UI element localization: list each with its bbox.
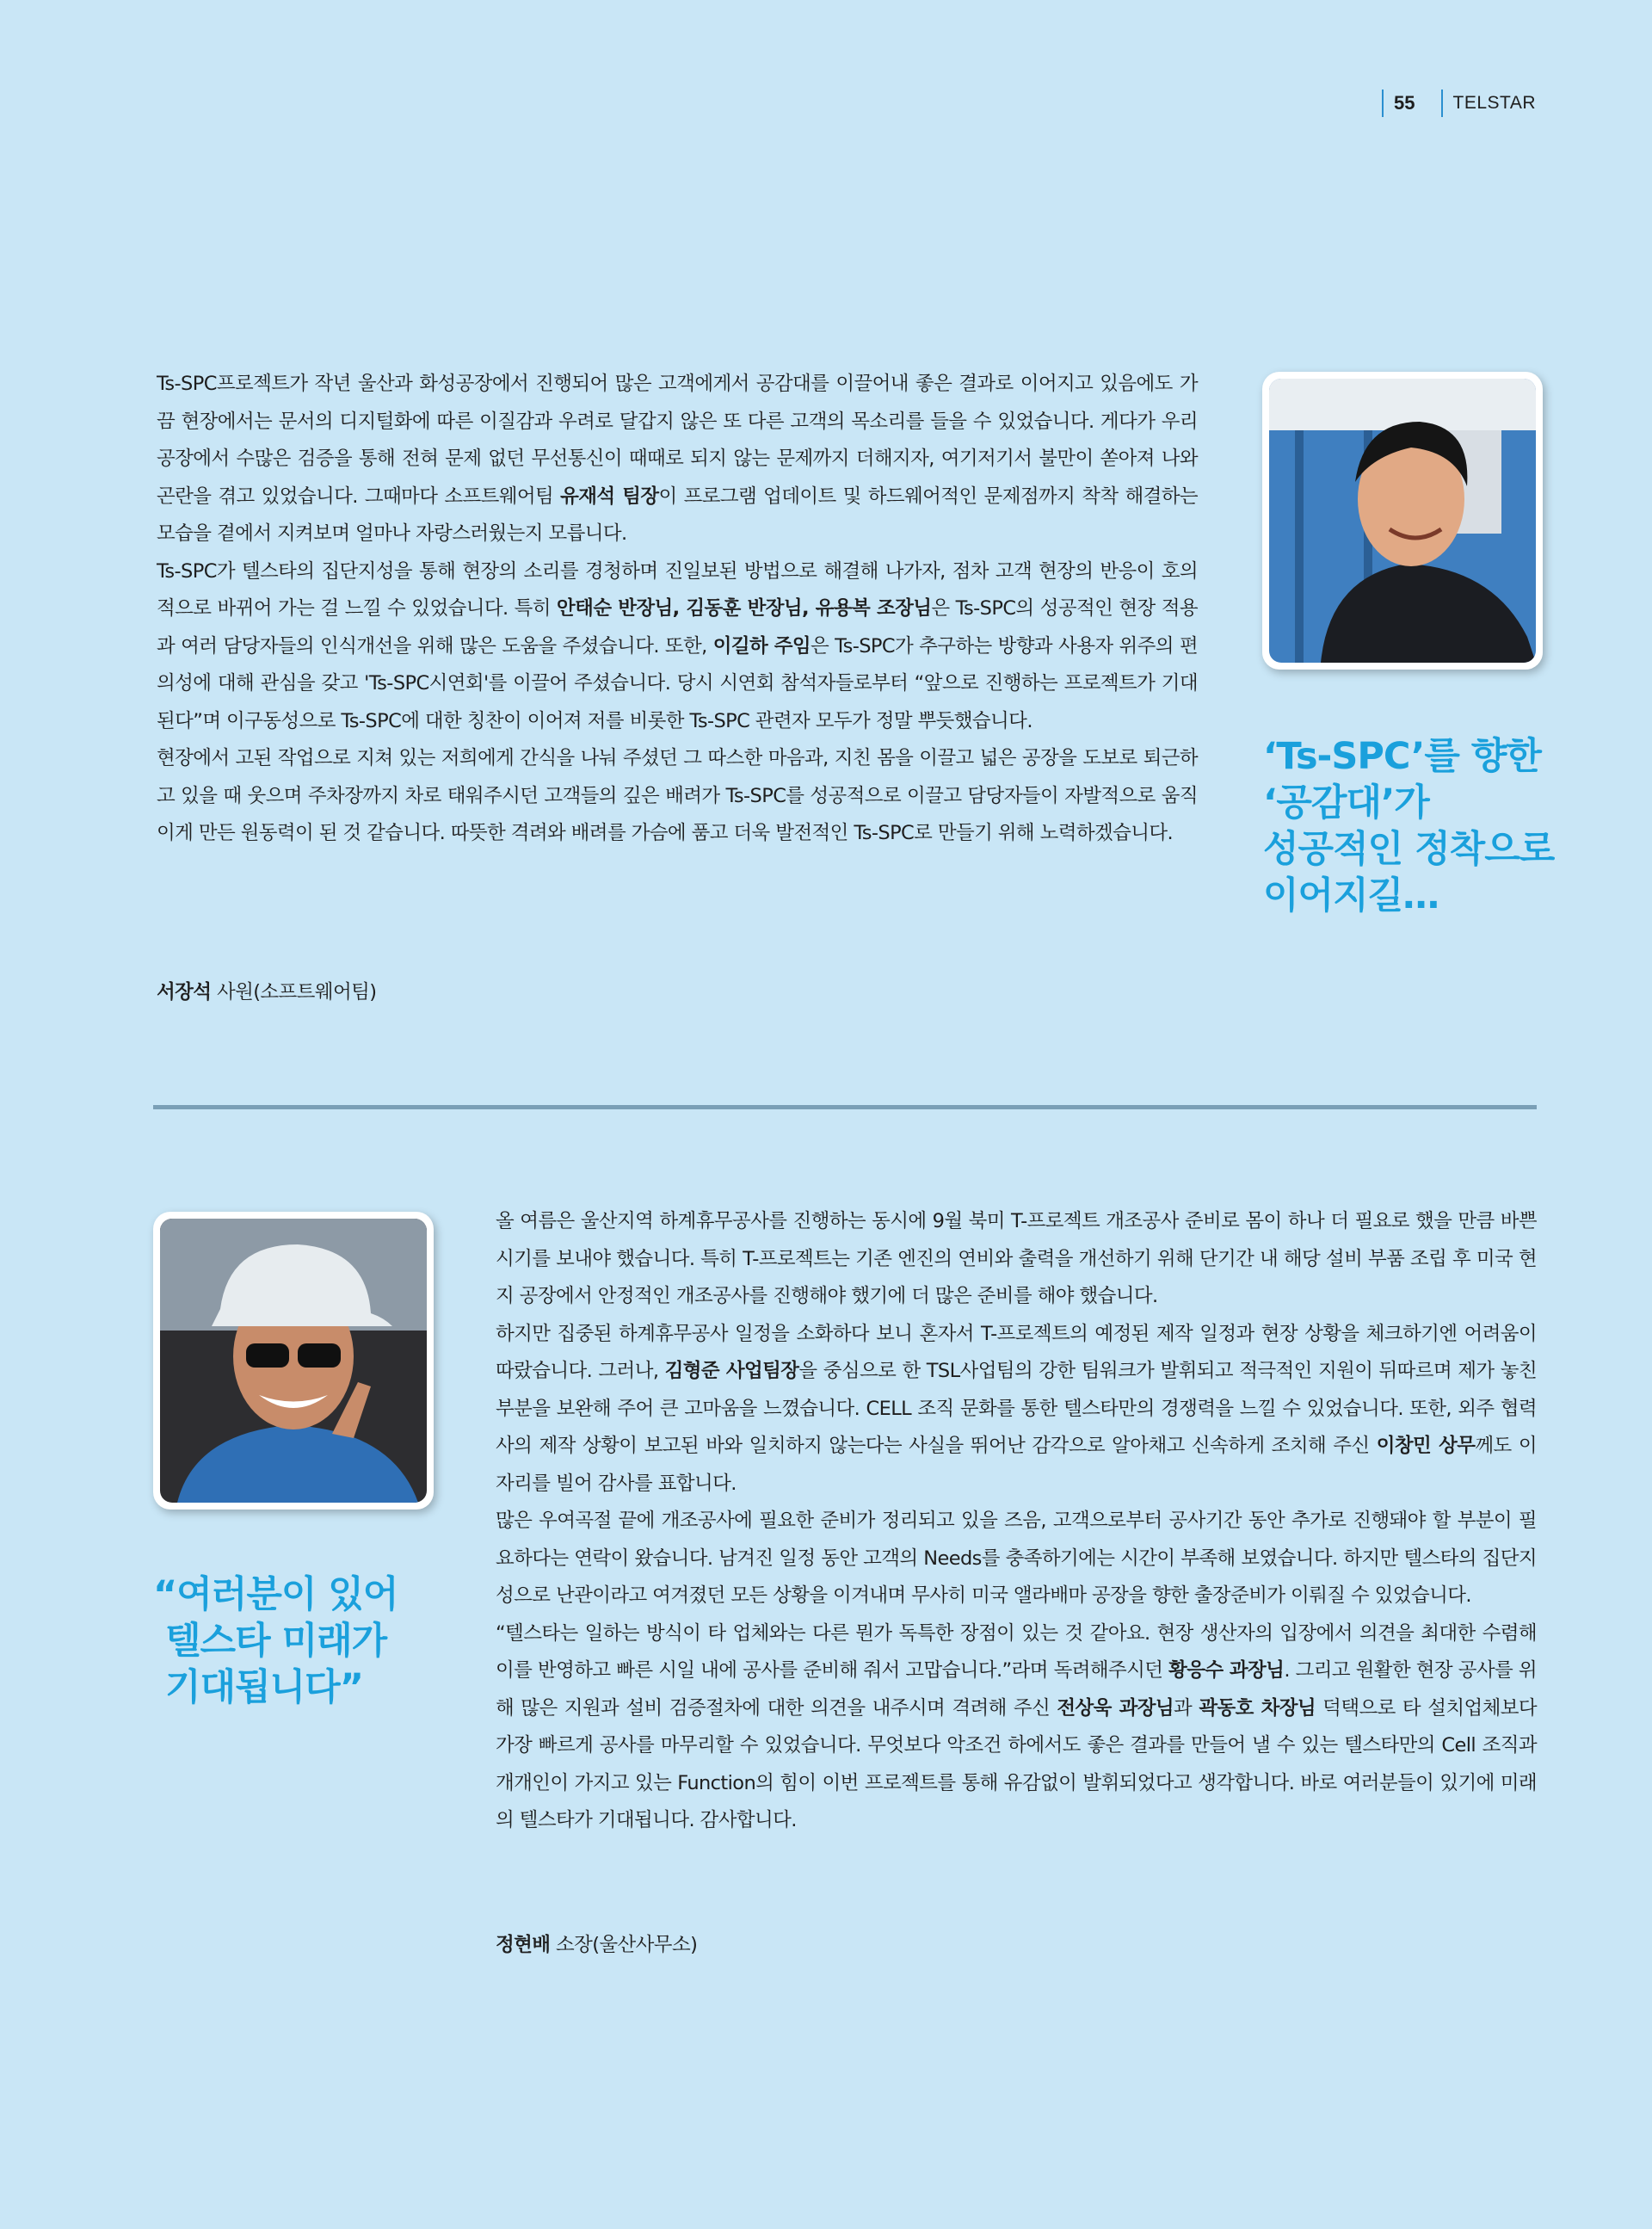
- header-divider: [1441, 90, 1443, 117]
- quote-line: 이어지길…: [1263, 874, 1439, 917]
- text-run: 하지만 집중된 하계휴무공사 일정을 소화하다 보니 혼자서 T-프로젝트의 예정된 제작 일정과 현장 상황을 체크하기엔 어려움이 따랐습니다. 그러나,: [496, 1322, 1537, 1382]
- author-name: 서장석: [157, 981, 212, 1003]
- article2-author: [496, 1930, 697, 1957]
- quote-line: 성공적인 정착으로: [1263, 828, 1555, 871]
- text-run: 이 프로그램 업데이트 및 하드웨어적인 문제점까지 착착 해결하는 모습을 곁에서 지켜보며 얼마나 자랑스러웠는지 모릅니다.: [157, 485, 1198, 545]
- article2-paragraph: [496, 1615, 1537, 1840]
- quote-line: 기대됩니다”: [165, 1666, 363, 1709]
- article1-paragraph: [157, 553, 1198, 741]
- quote-line: ‘공감대’가: [1263, 781, 1429, 824]
- text-run: “텔스타는 일하는 방식이 타 업체와는 다른 뭔가 독특한 장점이 있는 것 같아요. 현장 생산자의 입장에서 의견을 최대한 수렴해 이를 반영하고 빠른 시일 내에 공사를 준비해 줘서 고맙습니다.”라며 독려해주시던: [496, 1621, 1537, 1682]
- article2-body: [496, 1203, 1537, 1840]
- author-photo-2: [153, 1212, 434, 1510]
- pull-quote-1: [1263, 733, 1554, 919]
- text-run: 은 Ts-SPC가 추구하는 방향과 사용자 위주의 편의성에 대해 관심을 갖고 'Ts-SPC시연회'를 이끌어 주셨습니다. 당시 시연회 참석자들로부터 “앞으로 진행하는 프로젝트가 기대된다”며 이구동성으로 Ts-SPC에 대한 칭찬이 이어져 저를 비롯한 Ts-SPC 관련자 모두가 정말 뿌듯했습니다.: [157, 634, 1198, 732]
- text-run: 덕택으로 타 설치업체보다 가장 빠르게 공사를 마무리할 수 있었습니다. 무엇보다 악조건 하에서도 좋은 결과를 만들어 낼 수 있는 텔스타만의 Cell 조직과 개개인이 가지고 있는 Function의 힘이 이번 프로젝트를 통해 유감없이 발휘되었다고 생각합니다. 바로 여러분들이 있기에 미래의 텔스타가 기대됩니다. 감사합니다.: [496, 1696, 1538, 1831]
- text-run: Ts-SPC가 텔스타의 집단지성을 통해 현장의 소리를 경청하며 진일보된 방법으로 해결해 나가자, 점차 고객 현장의 반응이 호의적으로 바뀌어 가는 걸 느낄 수 있었습니다. 특히: [157, 559, 1198, 620]
- text-run: 께도 이 자리를 빌어 감사를 표합니다.: [496, 1435, 1537, 1495]
- article1-paragraph: [157, 740, 1198, 853]
- text-run: 많은 우여곡절 끝에 개조공사에 필요한 준비가 정리되고 있을 즈음, 고객으로부터 공사기간 동안 추가로 진행돼야 할 부분이 필요하다는 연락이 왔습니다. 남겨진 일정 동안 고객의 Needs를 충족하기에는 시간이 부족해 보였습니다. 하지만 텔스타의 집단지성으로 난관이라고 여겨졌던 모든 상황을 이겨내며 무사히 미국 앨라배마 공장을 향한 출장준비가 이뤄질 수 있었습니다.: [496, 1510, 1537, 1607]
- article2-paragraph: [496, 1203, 1537, 1316]
- highlighted-name: 이길하 주임: [712, 634, 811, 658]
- text-run: 은 Ts-SPC의 성공적인 현장 적용과 여러 담당자들의 인식개선을 위해 많은 도움을 주셨습니다. 또한,: [157, 597, 1198, 658]
- quote-line: ‘Ts-SPC’를 향한: [1263, 735, 1541, 778]
- highlighted-name: 유재석 팀장: [560, 485, 659, 508]
- text-run: 과: [1174, 1696, 1199, 1720]
- author-role: 소장(울산사무소): [550, 1934, 698, 1956]
- article1-author: [157, 977, 376, 1004]
- section-divider: [153, 1105, 1537, 1109]
- highlighted-name: 안태순 반장님, 김동훈 반장님, 유용복 조장님: [557, 597, 932, 620]
- author-role: 사원(소프트웨어팀): [211, 981, 377, 1003]
- page-header: [1382, 90, 1536, 117]
- text-run: 올 여름은 울산지역 하계휴무공사를 진행하는 동시에 9월 북미 T-프로젝트 개조공사 준비로 몸이 하나 더 필요로 했을 만큼 바쁜 시기를 보내야 했습니다. 특히 T-프로젝트는 기존 엔진의 연비와 출력을 개선하기 위해 단기간 내 해당 설비 부품 조립 후 미국 현지 공장에서 안정적인 개조공사를 진행해야 했기에 더 많은 준비를 해야 했습니다.: [496, 1210, 1537, 1307]
- portrait-image: [1269, 379, 1536, 663]
- text-run: . 그리고 원활한 현장 공사를 위해 많은 지원과 설비 검증절차에 대한 의견을 내주시며 격려해 주신: [496, 1659, 1538, 1720]
- highlighted-name: 김형준 사업팀장: [664, 1360, 799, 1382]
- article2-paragraph: [496, 1503, 1537, 1615]
- pull-quote-2: [153, 1571, 398, 1711]
- page-number: 55: [1394, 92, 1415, 114]
- magazine-title: TELSTAR: [1452, 93, 1536, 113]
- header-divider: [1382, 90, 1384, 117]
- highlighted-name: 황응수 과장님: [1168, 1659, 1285, 1682]
- author-photo-1: [1262, 372, 1543, 670]
- text-run: Ts-SPC프로젝트가 작년 울산과 화성공장에서 진행되어 많은 고객에게서 공감대를 이끌어내 좋은 결과로 이어지고 있음에도 가끔 현장에서는 문서의 디지털화에 따른 이질감과 우려로 달갑지 않은 또 다른 고객의 목소리를 들을 수 있었습니다. 게다가 우리 공장에서 수많은 검증을 통해 전혀 문제 없던 무선통신이 때때로 되지 않는 문제까지 더해지자, 여기저기서 불만이 쏟아져 나와 곤란을 겪고 있었습니다. 그때마다 소프트웨어팀: [157, 373, 1198, 508]
- portrait-image: [160, 1219, 427, 1503]
- quote-line: “여러분이 있어: [153, 1573, 398, 1616]
- highlighted-name: 전상욱 과장님: [1057, 1696, 1174, 1720]
- highlighted-name: 곽동호 차장님: [1199, 1696, 1316, 1720]
- article1-body: [157, 366, 1198, 853]
- author-name: 정현배: [496, 1934, 551, 1956]
- text-run: 을 중심으로 한 TSL사업팀의 강한 팀워크가 발휘되고 적극적인 지원이 뒤따르며 제가 놓친 부분을 보완해 주어 큰 고마움을 느꼈습니다. CELL 조직 문화를 통한 텔스타만의 경쟁력을 느낄 수 있었습니다. 또한, 외주 협력사의 제작 상황이 보고된 바와 일치하지 않는다는 사실을 뛰어난 감각으로 알아채고 신속하게 조치해 주신: [496, 1360, 1538, 1457]
- article1-paragraph: [157, 366, 1198, 553]
- quote-line: 텔스타 미래가: [165, 1620, 387, 1663]
- text-run: 현장에서 고된 작업으로 지쳐 있는 저희에게 간식을 나눠 주셨던 그 따스한 마음과, 지친 몸을 이끌고 넓은 공장을 도보로 퇴근하고 있을 때 웃으며 주차장까지 차로 태워주시던 고객들의 깊은 배려가 Ts-SPC를 성공적으로 이끌고 담당자들이 자발적으로 움직이게 만든 원동력이 된 것 같습니다. 따뜻한 격려와 배려를 가슴에 품고 더욱 발전적인 Ts-SPC로 만들기 위해 노력하겠습니다.: [157, 747, 1198, 844]
- article2-paragraph: [496, 1316, 1537, 1503]
- highlighted-name: 이창민 상무: [1376, 1435, 1476, 1457]
